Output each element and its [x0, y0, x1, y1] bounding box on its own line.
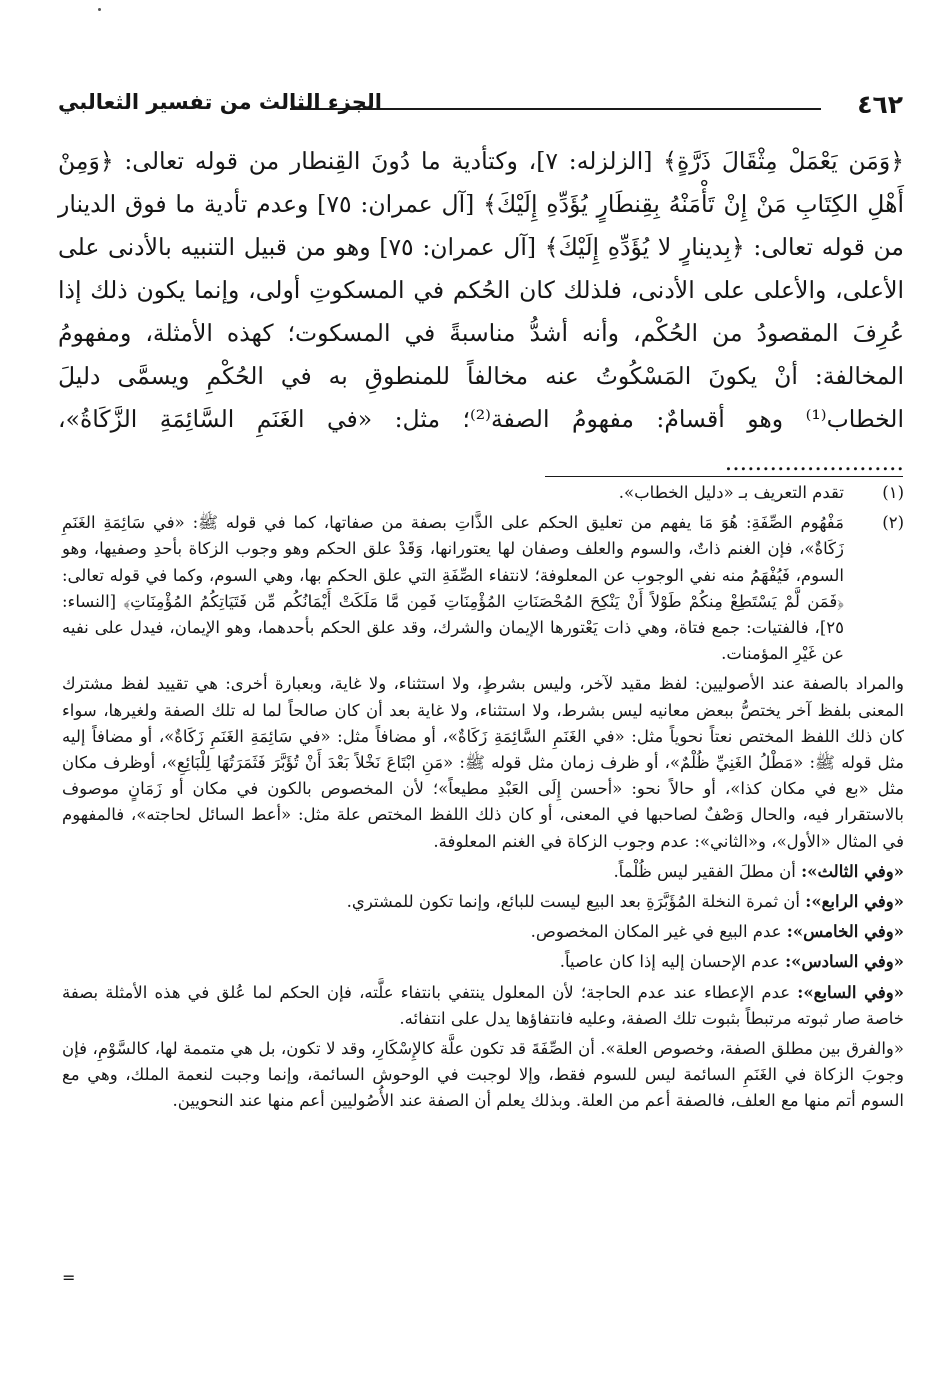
example-list	[62, 859, 904, 1032]
example-item	[62, 919, 904, 945]
scan-speck	[98, 8, 101, 11]
example-text: عدم الإحسان إليه إذا كان عاصياً.	[559, 952, 780, 972]
page-number: ٤٦٢	[857, 90, 903, 119]
footnote-1	[62, 480, 904, 506]
footnote-continuation	[62, 671, 904, 1114]
footnote-number: (٢)	[882, 513, 904, 533]
footnote-paragraph: والمراد بالصفة عند الأصوليين: لفظ مقيد لآخر، وليس بشرطٍ، ولا استثناء، ولا غاية، وبعبارة أخرى: هي تقييد لفظ مشترك المعنى بلفظ آخر يختصُّ ببعض معانيه ليس بشرط، ولا استثناء، ولا غاية بعد أن كان صالحاً لما له تلك الصفة ولغيرها، سواء كان ذلك اللفظ المختص نعتاً نحوياً مثل: «في الغَنَمِ السَّائِمَةِ زَكَاةٌ»، أو مضافاً مثل: «في سَائِمَةِ الغَنَمِ زَكَاةٌ»، أو مضافاً إليه مثل قوله ﷺ: «مَطْلُ الغَنِيِّ ظُلْمٌ»، أو ظرف زمان مثل قوله ﷺ: «مَنِ ابْتَاعَ نَخْلاً بَعْدَ أَنْ تُؤَبَّرَ فَثَمَرَتُهَا لِلْبَائِعِ»، أوظرف مكان مثل «بع في مكان كذا»، أو حالاً نحو: «أحسن إِلَى العَبْدِ مطيعاً»؛ لأن المخصوص بالكون في مكان أو زَمَانٍ موصوف بالاستقرار فيه، والحال وَصْفٌ لصاحبها في المعنى، أو كان ذلك اللفظ المختص علة مثل: «أعط السائل لحاجته»، فالمفهوم في المثال «الأول»، و«الثاني»: عدم وجوب الزكاة في الغنم المعلوفة.	[62, 674, 904, 851]
main-text	[58, 140, 904, 484]
example-label: «وفي الرابع»:	[805, 892, 904, 912]
running-title: الجزء الثالث من تفسير الثعالبي	[58, 90, 382, 114]
example-label: «وفي السادس»:	[785, 952, 904, 972]
margin-mark: =	[62, 1268, 76, 1287]
example-text: أن مطلَ الفقير ليس ظُلْماً.	[613, 861, 796, 881]
example-item	[62, 980, 904, 1032]
example-label: «وفي السابع»:	[797, 982, 904, 1002]
main-paragraph: ﴿وَمَن يَعْمَلْ مِثْقَالَ ذَرَّةٍ﴾ [الزلزله: ٧]، وكتأدية ما دُونَ القِنطار من قوله تعالى: ﴿وَمِنْ أَهْلِ الكِتَابِ مَنْ إِنْ تَأْمَنْهُ بِقِنطَارٍ يُؤَدِّهِ إِلَيْكَ﴾ [آل عمران: ٧٥] وعدم تأدية ما فوق الدينار من قوله تعالى: ﴿بِدينارٍ لا يُؤَدِّهِ إِلَيْكَ﴾ [آل عمران: ٧٥] وهو من قبيل التنبيه بالأدنى على الأعلى، والأعلى على الأدنى، فلذلك كان الحُكم في المسكوتِ أولى، وإنما يكون ذلك إذا عُرِفَ المقصودُ من الحُكْم، وأنه أشدُّ مناسبةً في المسكوت؛ كهذه الأمثلة، ومفهومُ المخالفة: أنْ يكونَ المَسْكُوتُ عنه مخالفاً للمنطوقِ به في الحُكْمِ ويسمَّى دليلَ الخطاب⁽¹⁾ وهو أقسامٌ: مفهومُ الصفة⁽²⁾؛ مثل: «في الغَنَمِ السَّائِمَةِ الزَّكَاةُ»، ........................	[58, 147, 905, 476]
example-text: عدم البيع في غير المكان المخصوص.	[530, 922, 782, 942]
example-label: «وفي الخامس»:	[786, 922, 904, 942]
footnote-text: مَفْهُوم الصِّفَةِ: هُوَ مَا يفهم من تعليق الحكم على الذَّاتِ بصفة من صفاتها، كما في قوله ﷺ: «في سَائِمَةِ الغَنَمِ زَكَاةٌ»، فإن الغنم ذاتٌ، والسوم والعلف وصفان لها يعتورانها، وَقَدْ علق الحكم وهو وجوب الزكاة بأحدِ وصفيها، وهو السوم، فَيُفْهَمُ منه نفي الوجوب عن المعلوفة؛ لانتفاء الصِّفَةِ التي علق الحكم بها، وهي السوم، وكما في قوله تعالى: ﴿فَمَن لَّمْ يَسْتَطِعْ مِنكُمْ طَوْلاً أَنْ يَنْكِحَ المُحْصَنَاتِ المُؤْمِنَاتِ فَمِن مَّا مَلَكَتْ أَيْمَانُكُم مِّن فَتَيَاتِكُمُ المُؤْمِنَاتِ﴾ [النساء: ٢٥]، فالفتيات: جمع فتاة، وهي ذات يَعْتورها الإيمان والشرك، وقد علق الحكم بأحدهما، وهو الإيمان، فيدل على نفيه عن غَيْرِ المؤمنات.	[62, 513, 844, 664]
footnote-text: تقدم التعريف بـ «دليل الخطاب».	[618, 483, 844, 502]
footnote-closing: «والفرق بين مطلق الصفة، وخصوص العلة». أن الصِّفَةَ قد تكون علَّة كالإِسْكَارِ، وقد لا تكون، بل هي متممة لها، كالسَّوْمِ، فإن وجوبَ الزكاة في الغَنَمِ السائمة ليس للسوم فقط، وإلا لوجبت في الوحوش السائمة، وإنما وجبت لنعمة الملك، وهي مع السوم أتم منها مع العلف، فالصفة أعم من العلة. وبذلك يعلم أن الصفة عند الأُصُوليين أعم منها عند النحويين.	[62, 1039, 904, 1111]
example-text: عدم الإعطاء عند عدم الحاجة؛ لأن المعلول ينتفي بانتفاء علَّته، فإن الحكم لما عُلق في هذه الأمثلة بصفة خاصة صار ثبوته مرتبطاً بثبوت تلك الصفة، وعليه فانتفاؤها يدل على انتفائه.	[62, 982, 904, 1028]
footnotes	[62, 480, 904, 1115]
footnote-number: (١)	[882, 483, 904, 502]
example-item	[62, 949, 904, 975]
example-item	[62, 859, 904, 885]
example-item	[62, 889, 904, 915]
footnote-2	[62, 510, 904, 667]
page-header	[58, 88, 903, 128]
example-label: «وفي الثالث»:	[801, 861, 904, 881]
footnote-separator	[545, 476, 903, 477]
example-text: أن ثمرة النخلة المُؤَبَّرَةِ بعد البيع ليست للبائع، وإنما تكون للمشتري.	[346, 892, 800, 912]
